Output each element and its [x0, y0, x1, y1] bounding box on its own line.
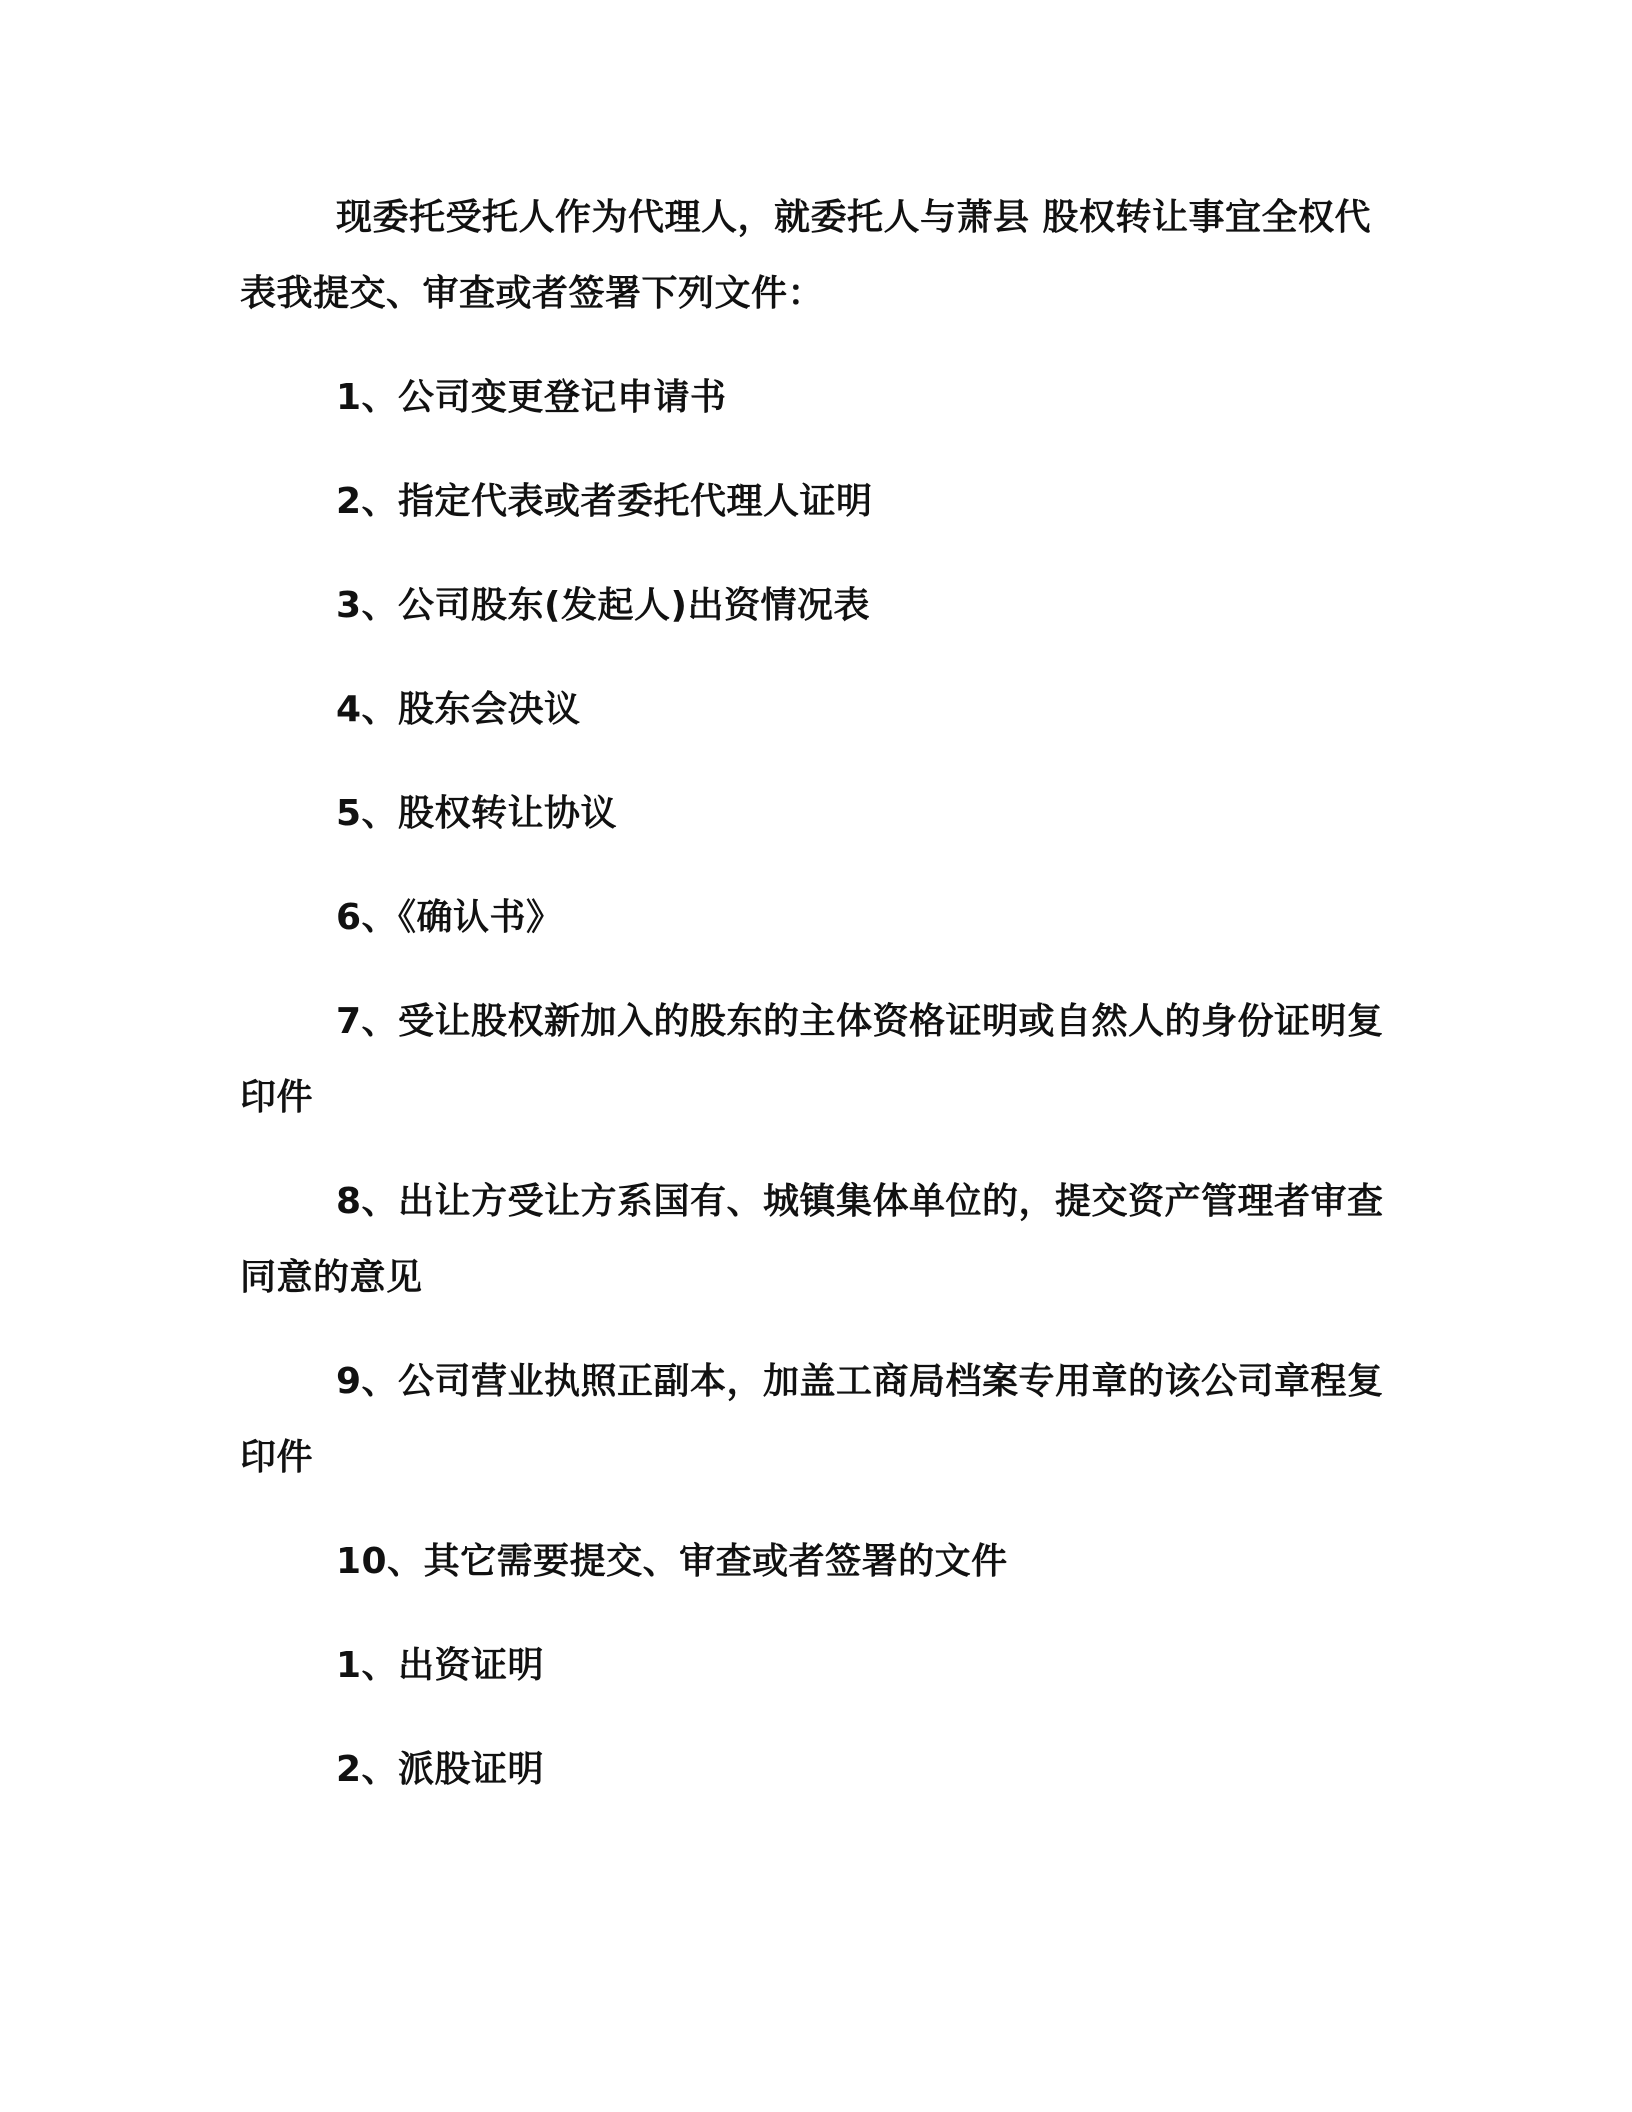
list-item: 5、股权转让协议 — [336, 793, 618, 834]
list-item: 8、出让方受让方系国有、城镇集体单位的，提交资产管理者审查同意的意见 — [240, 1181, 1384, 1298]
list-item: 1、出资证明 — [336, 1645, 545, 1686]
list-item: 6、《确认书》 — [336, 897, 563, 938]
list-item: 4、股东会决议 — [336, 689, 581, 730]
intro-paragraph: 现委托受托人作为代理人，就委托人与萧县 股权转让事宜全权代表我提交、审查或者签署下列文件： — [240, 197, 1372, 314]
list-item: 2、指定代表或者委托代理人证明 — [336, 481, 873, 522]
list-item: 9、公司营业执照正副本，加盖工商局档案专用章的该公司章程复印件 — [240, 1361, 1384, 1478]
list-item: 10、其它需要提交、审查或者签署的文件 — [336, 1541, 1008, 1582]
document-body — [240, 180, 1390, 1836]
list-item: 2、派股证明 — [336, 1749, 545, 1790]
list-item: 1、公司变更登记申请书 — [336, 377, 727, 418]
list-item: 3、公司股东(发起人)出资情况表 — [336, 585, 870, 626]
list-item: 7、受让股权新加入的股东的主体资格证明或自然人的身份证明复印件 — [240, 1001, 1384, 1118]
